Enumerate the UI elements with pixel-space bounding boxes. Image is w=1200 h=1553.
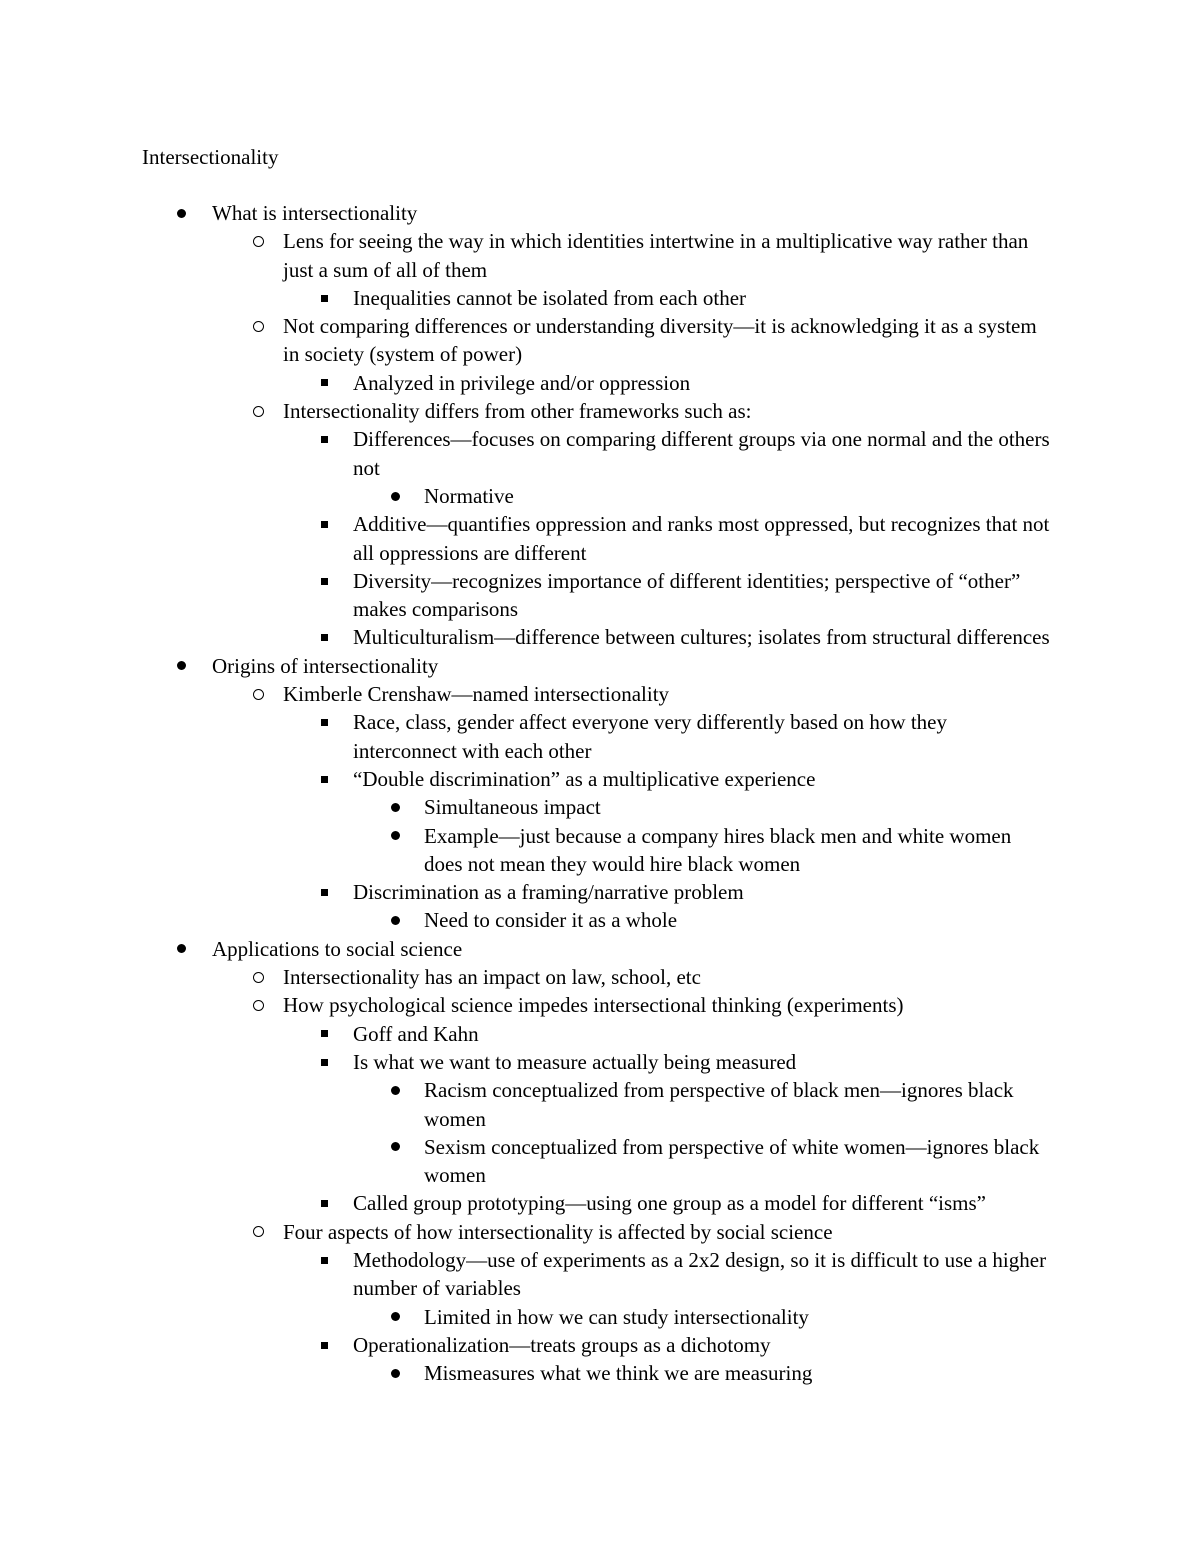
filled-circle-bullet-icon	[391, 1086, 400, 1095]
hollow-circle-bullet-icon	[253, 972, 264, 983]
bullet-outline	[0, 199, 1200, 1387]
bullet-marker	[388, 793, 402, 821]
outline-item-text: Limited in how we can study intersectionality	[424, 1304, 809, 1329]
square-bullet-icon	[321, 889, 328, 896]
outline-item-text: Mismeasures what we think we are measuring	[424, 1361, 813, 1386]
outline-item-text: Simultaneous impact	[424, 795, 601, 820]
bullet-marker	[317, 369, 331, 397]
outline-item-level-2	[283, 227, 1053, 284]
bullet-marker	[317, 1331, 331, 1359]
bullet-marker	[251, 397, 265, 425]
outline-item-text: Additive—quantifies oppression and ranks most oppressed, but recognizes that not all oppressions are different	[353, 512, 1050, 565]
square-bullet-icon	[321, 578, 328, 585]
square-bullet-icon	[321, 295, 328, 302]
outline-item-level-4	[424, 482, 1054, 510]
bullet-marker	[388, 1076, 402, 1104]
square-bullet-icon	[321, 776, 328, 783]
outline-item-level-3	[353, 369, 1053, 397]
outline-item-level-2	[283, 1218, 1053, 1246]
bullet-marker	[388, 1303, 402, 1331]
outline-item-level-3	[353, 1246, 1053, 1303]
square-bullet-icon	[321, 379, 328, 386]
outline-item-level-1	[212, 199, 1052, 227]
outline-item-text: Diversity—recognizes importance of different identities; perspective of “other” makes comparisons	[353, 568, 1021, 622]
bullet-marker	[174, 935, 188, 963]
outline-item-text: Need to consider it as a whole	[424, 908, 678, 933]
outline-item-level-2	[283, 991, 1053, 1019]
bullet-marker	[251, 963, 265, 991]
bullet-marker	[388, 822, 402, 850]
outline-item-text: Origins of intersectionality	[212, 653, 439, 678]
outline-item-text: Is what we want to measure actually being measured	[353, 1049, 797, 1074]
square-bullet-icon	[321, 1342, 328, 1349]
outline-item-level-2	[283, 312, 1053, 369]
outline-item-text: Multiculturalism—difference between cultures; isolates from structural differences	[353, 625, 1050, 650]
filled-circle-bullet-icon	[391, 492, 400, 501]
outline-item-text: Differences—focuses on comparing different groups via one normal and the others not	[353, 427, 1050, 480]
bullet-marker	[251, 1218, 265, 1246]
bullet-marker	[317, 284, 331, 312]
filled-circle-bullet-icon	[177, 944, 186, 953]
outline-item-text: Kimberle Crenshaw—named intersectionality	[283, 682, 670, 707]
outline-item-text: Discrimination as a framing/narrative problem	[353, 880, 744, 905]
filled-circle-bullet-icon	[391, 803, 400, 812]
filled-circle-bullet-icon	[391, 1142, 400, 1151]
outline-item-text: Analyzed in privilege and/or oppression	[353, 370, 691, 395]
bullet-marker	[317, 510, 331, 538]
bullet-marker	[317, 1020, 331, 1048]
square-bullet-icon	[321, 436, 328, 443]
bullet-marker	[317, 623, 331, 651]
hollow-circle-bullet-icon	[253, 236, 264, 247]
bullet-marker	[251, 227, 265, 255]
square-bullet-icon	[321, 1257, 328, 1264]
outline-item-level-3	[353, 510, 1053, 567]
filled-circle-bullet-icon	[391, 1312, 400, 1321]
outline-item-level-3	[353, 1189, 1053, 1217]
outline-item-text: Example—just because a company hires black men and white women does not mean they would hire black women	[424, 823, 1012, 876]
bullet-marker	[317, 1189, 331, 1217]
bullet-marker	[388, 1133, 402, 1161]
bullet-marker	[388, 906, 402, 934]
outline-item-text: How psychological science impedes intersectional thinking (experiments)	[283, 993, 904, 1018]
outline-item-level-3	[353, 284, 1053, 312]
outline-item-level-3	[353, 1048, 1053, 1076]
outline-item-level-2	[283, 963, 1053, 991]
outline-item-level-1	[212, 652, 1052, 680]
outline-item-level-3	[353, 623, 1053, 651]
hollow-circle-bullet-icon	[253, 321, 264, 332]
outline-item-text: Inequalities cannot be isolated from each other	[353, 285, 747, 310]
outline-item-level-3	[353, 1331, 1053, 1359]
filled-circle-bullet-icon	[391, 916, 400, 925]
outline-item-text: Four aspects of how intersectionality is affected by social science	[283, 1219, 833, 1244]
outline-item-level-4	[424, 1359, 1054, 1387]
bullet-marker	[317, 878, 331, 906]
outline-item-text: Methodology—use of experiments as a 2x2 design, so it is difficult to use a higher number of variables	[353, 1247, 1047, 1301]
square-bullet-icon	[321, 719, 328, 726]
bullet-marker	[174, 199, 188, 227]
outline-item-level-4	[424, 1133, 1054, 1190]
outline-item-text: Intersectionality differs from other frameworks such as:	[283, 399, 752, 424]
outline-item-level-3	[353, 425, 1053, 482]
outline-item-level-3	[353, 765, 1053, 793]
filled-circle-bullet-icon	[391, 831, 400, 840]
bullet-marker	[317, 708, 331, 736]
square-bullet-icon	[321, 521, 328, 528]
outline-item-level-4	[424, 1076, 1054, 1133]
bullet-marker	[317, 567, 331, 595]
outline-item-level-1	[212, 935, 1052, 963]
bullet-marker	[317, 425, 331, 453]
bullet-marker	[317, 765, 331, 793]
outline-item-text: Not comparing differences or understanding diversity—it is acknowledging it as a system in society (system of power)	[283, 314, 1037, 367]
outline-item-text: Lens for seeing the way in which identities intertwine in a multiplicative way rather than just a sum of all of them	[283, 229, 1029, 282]
outline-item-text: Normative	[424, 483, 514, 508]
filled-circle-bullet-icon	[177, 661, 186, 670]
bullet-marker	[251, 991, 265, 1019]
bullet-marker	[251, 312, 265, 340]
outline-item-level-4	[424, 1303, 1054, 1331]
square-bullet-icon	[321, 1200, 328, 1207]
hollow-circle-bullet-icon	[253, 689, 264, 700]
outline-item-level-4	[424, 906, 1054, 934]
outline-item-text: “Double discrimination” as a multiplicative experience	[353, 766, 816, 791]
outline-item-level-3	[353, 567, 1053, 624]
outline-item-text: What is intersectionality	[212, 201, 418, 225]
square-bullet-icon	[321, 1030, 328, 1037]
hollow-circle-bullet-icon	[253, 1000, 264, 1011]
outline-item-level-3	[353, 878, 1053, 906]
filled-circle-bullet-icon	[177, 209, 186, 218]
square-bullet-icon	[321, 634, 328, 641]
bullet-marker	[388, 1359, 402, 1387]
bullet-marker	[317, 1246, 331, 1274]
outline-item-text: Called group prototyping—using one group as a model for different “isms”	[353, 1191, 986, 1216]
filled-circle-bullet-icon	[391, 1369, 400, 1378]
outline-item-text: Applications to social science	[212, 936, 463, 961]
outline-item-text: Operationalization—treats groups as a dichotomy	[353, 1332, 771, 1357]
document-title: Intersectionality	[142, 145, 279, 169]
bullet-marker	[388, 482, 402, 510]
bullet-marker	[251, 680, 265, 708]
bullet-marker	[174, 652, 188, 680]
square-bullet-icon	[321, 1059, 328, 1066]
outline-item-level-4	[424, 793, 1054, 821]
outline-item-level-2	[283, 680, 1053, 708]
bullet-marker	[317, 1048, 331, 1076]
outline-item-text: Racism conceptualized from perspective of black men—ignores black women	[424, 1078, 1014, 1131]
outline-item-level-4	[424, 822, 1054, 879]
outline-item-level-3	[353, 708, 1053, 765]
hollow-circle-bullet-icon	[253, 406, 264, 417]
outline-item-level-3	[353, 1020, 1053, 1048]
outline-item-text: Race, class, gender affect everyone very differently based on how they interconnect with each other	[353, 710, 947, 763]
hollow-circle-bullet-icon	[253, 1226, 264, 1237]
outline-item-text: Intersectionality has an impact on law, school, etc	[283, 965, 701, 990]
outline-item-text: Sexism conceptualized from perspective of white women—ignores black women	[424, 1134, 1040, 1188]
outline-item-text: Goff and Kahn	[353, 1021, 479, 1046]
outline-item-level-2	[283, 397, 1053, 425]
